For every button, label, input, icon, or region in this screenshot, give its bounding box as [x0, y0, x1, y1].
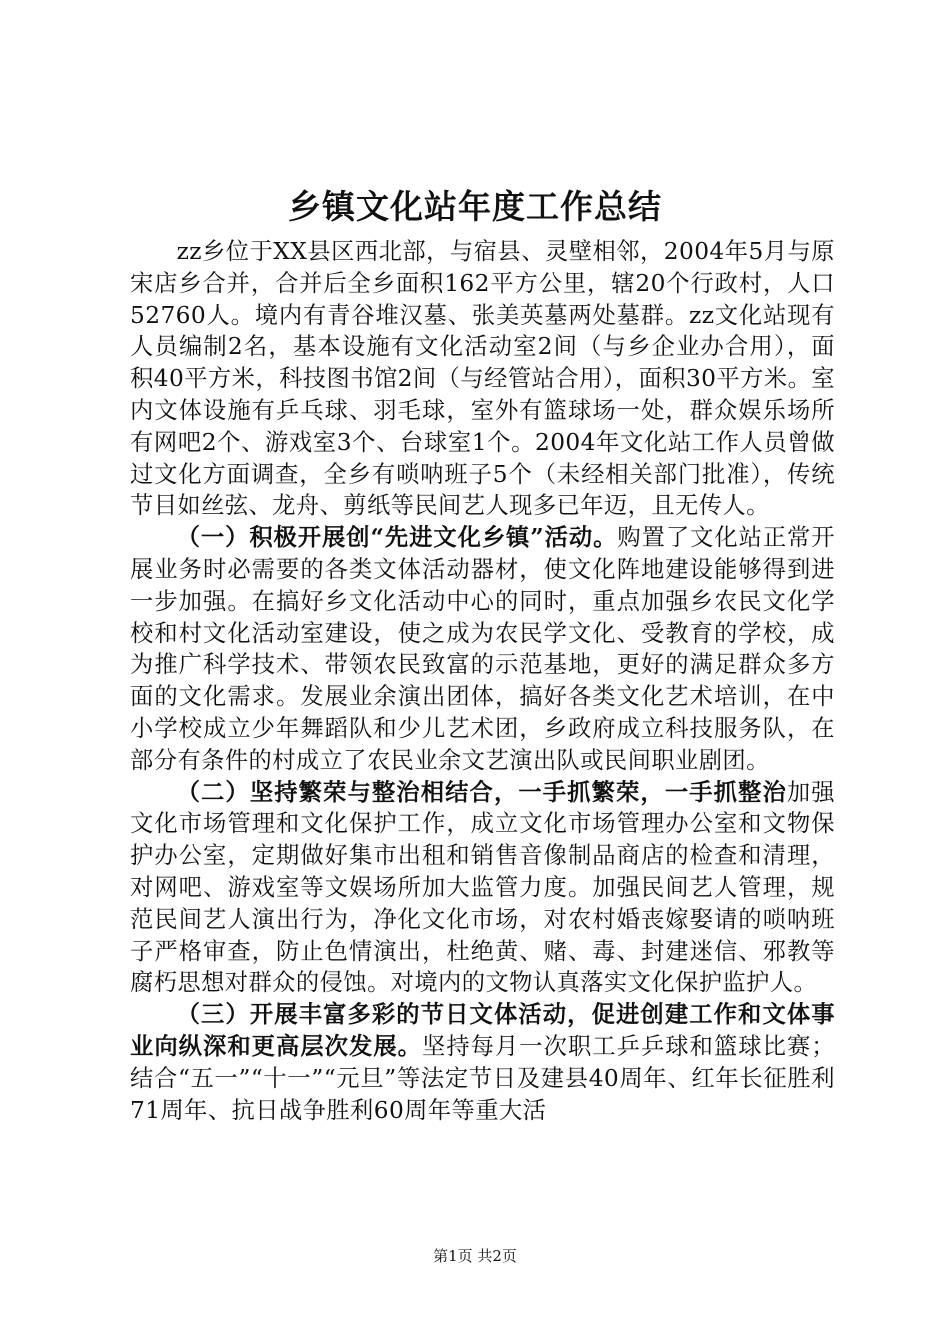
page-footer: 第1页 共2页: [433, 1247, 517, 1265]
document-title: 乡镇文化站年度工作总结: [288, 187, 662, 226]
paragraph-text: 加强文化市场管理和文化保护工作，成立文化市场管理办公室和文物保护办公室，定期做好集市出租和销售音像制品商店的检查和清理，对网吧、游戏室等文娱场所加大监管力度。加强民间艺人管理，规范民间艺人演出行为，净化文化市场，对农村婚丧嫁娶请的唢呐班子严格审查，防止色情演出，杜绝黄、赌、毒、封建迷信、邪教等腐朽思想对群众的侵蚀。对境内的文物认真落实文化保护监护人。: [130, 778, 835, 997]
document-body: [130, 236, 835, 1126]
paragraph-intro: [130, 236, 835, 522]
paragraph-section-3: [130, 999, 835, 1126]
section-heading: （三）开展丰富多彩的节日文体活动，促进创建工作和文体事业向纵深和更高层次发展。: [130, 1001, 835, 1060]
paragraph-text: zz乡位于XX县区西北部，与宿县、灵壁相邻，2004年5月与原宋店乡合并，合并后全乡面积162平方公里，辖20个行政村，人口52760人。境内有青谷堆汉墓、张美英墓两处墓群。zz文化站现有人员编制2名，基本设施有文化活动室2间（与乡企业办合用），面积40平方米，科技图书馆2间（与经管站合用），面积30平方米。室内文体设施有乒乓球、羽毛球，室外有篮球场一处，群众娱乐场所有网吧2个、游戏室3个、台球室1个。2004年文化站工作人员曾做过文化方面调查，全乡有唢呐班子5个（未经相关部门批准），传统节目如丝弦、龙舟、剪纸等民间艺人现多已年迈，且无传人。: [130, 238, 835, 520]
paragraph-text: 坚持每月一次职工乒乒球和篮球比赛；结合“五一”“十一”“元旦”等法定节日及建县40周年、红年长征胜利71周年、抗日战争胜利60周年等重大活: [130, 1032, 835, 1124]
section-heading: （二）坚持繁荣与整治相结合，一手抓繁荣，一手抓整治: [176, 778, 787, 806]
paragraph-text: 购置了文化站正常开展业务时必需要的各类文体活动器材，使文化阵地建设能够得到进一步加强。在搞好乡文化活动中心的同时，重点加强乡农民文化学校和村文化活动室建设，使之成为农民学文化、受教育的学校，成为推广科学技术、带领农民致富的示范基地，更好的满足群众多方面的文化需求。发展业余演出团体，搞好各类文化艺术培训，在中小学校成立少年舞蹈队和少儿艺术团，乡政府成立科技服务队，在部分有条件的村成立了农民业余文艺演出队或民间职业剧团。: [130, 524, 835, 774]
paragraph-section-1: [130, 522, 835, 776]
paragraph-section-2: [130, 777, 835, 1000]
section-heading: （一）积极开展创“先进文化乡镇”活动。: [176, 524, 618, 552]
